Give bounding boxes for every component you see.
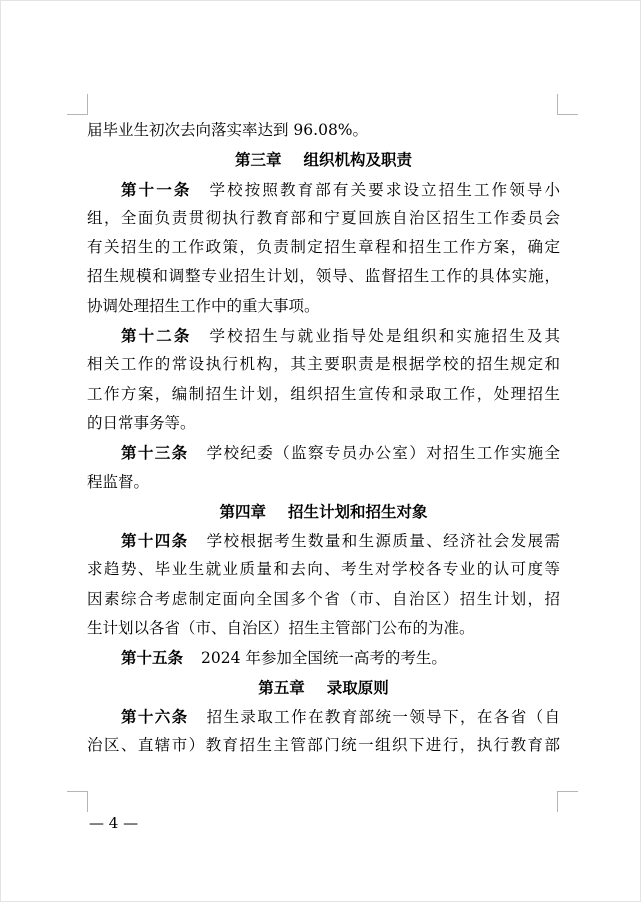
- page-number: — 4 —: [89, 814, 139, 832]
- article-text: 招生录取工作在教育部统一领导下，在各省（自: [206, 707, 560, 726]
- chapter-number: 第四章: [219, 501, 266, 521]
- article-label: 第十六条: [121, 706, 189, 726]
- chapter-4-heading: [87, 497, 560, 526]
- article-text: 学校按照教育部有关要求设立招生工作领导小: [209, 180, 560, 199]
- article-label: 第十二条: [121, 326, 192, 346]
- article-label: 第十三条: [121, 443, 189, 463]
- article-text: 学校根据考生数量和生源质量、经济社会发展需: [206, 532, 560, 551]
- chapter-title: 组织机构及职责: [303, 150, 413, 170]
- article-line: 招生规模和调整专业招生计划，领导、监督招生工作的具体实施，: [87, 267, 560, 286]
- crop-mark-bottom-left: [67, 791, 88, 812]
- chapter-number: 第三章: [234, 150, 282, 170]
- chapter-5-heading: [87, 673, 560, 702]
- chapter-title: 招生计划和招生对象: [288, 501, 428, 521]
- article-line: 组，全面负责贯彻执行教育部和宁夏回族自治区招生工作委员会: [87, 208, 560, 227]
- article-14: [87, 526, 560, 643]
- article-line: 协调处理招生工作中的重大事项。: [87, 296, 320, 315]
- continued-line: 届毕业生初次去向落实率达到 96.08%。: [87, 121, 369, 139]
- document-body: [87, 116, 560, 761]
- article-12: [87, 321, 560, 438]
- article-line: 求趋势、毕业生就业质量和去向、考生对学校各专业的认可度等: [87, 560, 560, 579]
- article-text: 学校招生与就业指导处是组织和实施招生及其: [209, 327, 560, 346]
- article-line: 程监督。: [87, 472, 150, 491]
- article-text: 学校纪委（监察专员办公室）对招生工作实施全: [206, 444, 560, 463]
- chapter-number: 第五章: [258, 677, 305, 697]
- article-label: 第十一条: [121, 179, 192, 199]
- crop-mark-top-right: [557, 94, 578, 115]
- article-line: 相关工作的常设执行机构，其主要职责是根据学校的招生规定和: [87, 355, 560, 374]
- article-text: 2024 年参加全国统一高考的考生。: [201, 649, 447, 668]
- chapter-title: 录取原则: [326, 677, 389, 697]
- article-13: [87, 438, 560, 497]
- article-line: 的日常事务等。: [87, 413, 196, 432]
- article-line: [87, 438, 560, 467]
- crop-mark-bottom-right: [557, 791, 578, 812]
- article-15: [87, 643, 560, 672]
- article-line: [87, 702, 560, 731]
- article-line: [87, 643, 560, 672]
- chapter-3-heading: [87, 145, 560, 174]
- article-11: [87, 175, 560, 321]
- article-line: 因素综合考虑制定面向全国多个省（市、自治区）招生计划，招: [87, 589, 560, 608]
- article-line: 工作方案，编制招生计划，组织招生宣传和录取工作，处理招生: [87, 384, 560, 403]
- article-line: 有关招生的工作政策，负责制定招生章程和招生工作方案，确定: [87, 238, 560, 257]
- article-line: [87, 526, 560, 555]
- article-label: 第十五条: [121, 648, 184, 668]
- article-line: [87, 321, 560, 350]
- article-line: [87, 175, 560, 204]
- article-label: 第十四条: [121, 531, 189, 551]
- crop-mark-top-left: [67, 94, 88, 115]
- article-line: 治区、直辖市）教育招生主管部门统一组织下进行，执行教育部: [87, 736, 560, 755]
- article-16: [87, 702, 560, 761]
- article-line: 生计划以各省（市、自治区）招生主管部门公布的为准。: [87, 619, 475, 638]
